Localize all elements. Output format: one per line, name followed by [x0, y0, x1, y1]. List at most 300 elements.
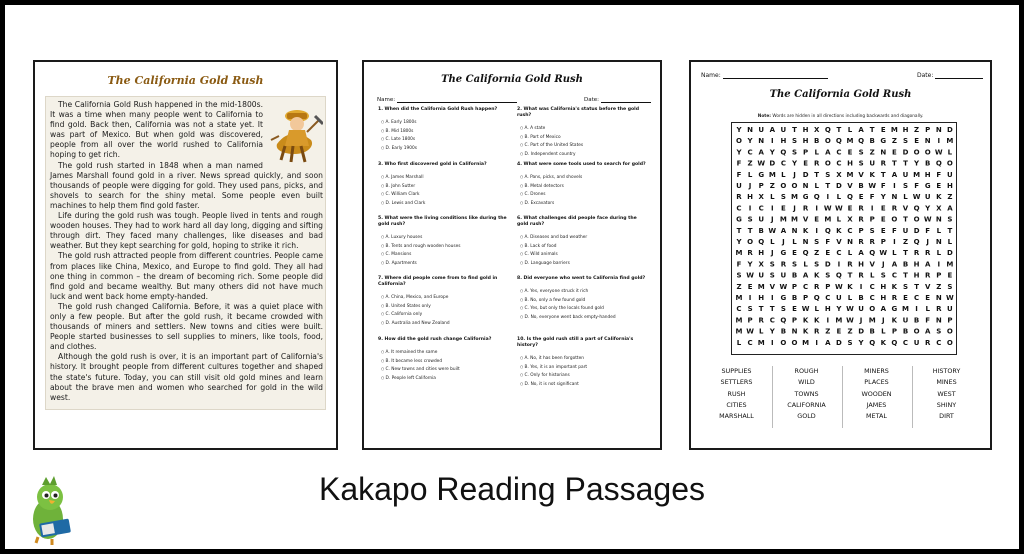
grid-letter[interactable]: M — [846, 170, 854, 179]
grid-letter[interactable]: D — [835, 338, 842, 347]
grid-letter[interactable]: K — [802, 226, 809, 235]
grid-letter[interactable]: E — [836, 327, 842, 336]
answer-option[interactable]: ○ B. Metal detectors — [520, 182, 649, 191]
answer-option[interactable]: ○ D. Australia and New Zealand — [381, 319, 510, 328]
answer-option[interactable]: ○ D. Early 1900s — [381, 144, 510, 153]
grid-letter[interactable]: Z — [914, 126, 920, 134]
grid-letter[interactable]: N — [847, 238, 853, 246]
grid-letter[interactable]: D — [824, 260, 831, 269]
grid-letter[interactable]: W — [923, 215, 932, 224]
grid-letter[interactable]: H — [847, 159, 853, 168]
answer-option[interactable]: ○ A. Diseases and bad weather — [520, 233, 649, 242]
grid-letter[interactable]: M — [735, 294, 743, 302]
grid-letter[interactable]: H — [946, 182, 953, 190]
grid-letter[interactable]: C — [747, 338, 753, 347]
grid-letter[interactable]: A — [924, 260, 931, 269]
grid-letter[interactable]: Z — [847, 327, 853, 336]
answer-option[interactable]: ○ C. Mansions — [381, 250, 510, 259]
grid-letter[interactable]: N — [880, 148, 887, 157]
grid-letter[interactable]: S — [902, 282, 909, 291]
grid-letter[interactable]: Q — [824, 126, 831, 134]
grid-letter[interactable]: P — [747, 316, 753, 325]
grid-letter[interactable]: C — [758, 204, 764, 213]
grid-letter[interactable]: J — [926, 238, 930, 246]
grid-letter[interactable]: B — [913, 316, 920, 325]
answer-option[interactable]: ○ B. United States only — [381, 302, 510, 311]
grid-letter[interactable]: U — [758, 271, 765, 280]
grid-letter[interactable]: C — [847, 226, 853, 235]
grid-letter[interactable]: S — [791, 260, 798, 269]
grid-letter[interactable]: Y — [880, 193, 886, 202]
grid-letter[interactable]: S — [747, 305, 753, 314]
grid-letter[interactable]: M — [890, 126, 898, 134]
grid-letter[interactable]: S — [736, 271, 742, 280]
grid-letter[interactable]: F — [880, 182, 886, 190]
grid-letter[interactable]: Y — [791, 159, 798, 168]
grid-letter[interactable]: N — [935, 126, 942, 134]
grid-letter[interactable]: V — [869, 260, 875, 269]
answer-option[interactable]: ○ B. No, only a few found gold — [520, 296, 649, 305]
grid-letter[interactable]: S — [858, 148, 864, 157]
grid-letter[interactable]: I — [859, 282, 863, 291]
grid-letter[interactable]: T — [903, 249, 908, 258]
grid-letter[interactable]: U — [902, 170, 909, 179]
grid-letter[interactable]: K — [847, 282, 853, 291]
answer-option[interactable]: ○ B. Mid 1800s — [381, 127, 510, 136]
grid-letter[interactable]: L — [936, 226, 942, 235]
grid-letter[interactable]: I — [937, 137, 941, 146]
grid-letter[interactable]: F — [736, 159, 742, 168]
grid-letter[interactable]: P — [791, 316, 798, 325]
grid-letter[interactable]: G — [924, 182, 931, 190]
answer-option[interactable]: ○ D. Apartments — [381, 259, 510, 268]
grid-letter[interactable]: Y — [747, 137, 753, 146]
grid-letter[interactable]: Q — [758, 238, 765, 246]
grid-letter[interactable]: T — [869, 126, 875, 134]
grid-letter[interactable]: G — [891, 305, 898, 314]
grid-letter[interactable]: W — [846, 305, 854, 314]
grid-letter[interactable]: I — [815, 204, 819, 213]
grid-letter[interactable]: X — [813, 126, 820, 134]
grid-letter[interactable]: L — [814, 148, 819, 157]
grid-letter[interactable]: A — [802, 271, 809, 280]
grid-letter[interactable]: R — [847, 260, 853, 269]
grid-letter[interactable]: Q — [813, 193, 820, 202]
grid-letter[interactable]: J — [782, 238, 785, 246]
grid-letter[interactable]: L — [869, 271, 875, 280]
grid-letter[interactable]: Q — [780, 316, 787, 325]
grid-letter[interactable]: A — [769, 126, 776, 134]
grid-letter[interactable]: R — [814, 159, 820, 168]
grid-letter[interactable]: E — [880, 204, 886, 213]
grid-letter[interactable]: M — [757, 282, 765, 291]
grid-letter[interactable]: J — [770, 215, 774, 224]
grid-letter[interactable]: N — [758, 137, 765, 146]
answer-option[interactable]: ○ C. Yes, but only the locals found gold — [520, 304, 649, 313]
grid-letter[interactable]: O — [924, 148, 931, 157]
grid-letter[interactable]: X — [836, 170, 842, 179]
grid-letter[interactable]: I — [915, 305, 918, 314]
grid-letter[interactable]: Q — [913, 238, 920, 246]
grid-letter[interactable]: K — [836, 226, 842, 235]
grid-letter[interactable]: Y — [747, 260, 753, 269]
grid-letter[interactable]: M — [846, 137, 854, 146]
grid-letter[interactable]: C — [869, 282, 875, 291]
grid-letter[interactable]: M — [946, 137, 954, 146]
grid-letter[interactable]: U — [758, 215, 765, 224]
grid-letter[interactable]: G — [802, 193, 809, 202]
grid-letter[interactable]: I — [837, 260, 841, 269]
grid-letter[interactable]: T — [758, 305, 764, 314]
grid-letter[interactable]: S — [902, 137, 909, 146]
grid-letter[interactable]: I — [770, 294, 774, 302]
grid-letter[interactable]: D — [902, 148, 909, 157]
grid-letter[interactable]: M — [757, 338, 765, 347]
grid-letter[interactable]: S — [936, 327, 942, 336]
grid-letter[interactable]: D — [946, 249, 953, 258]
grid-letter[interactable]: E — [880, 215, 886, 224]
grid-letter[interactable]: Y — [736, 238, 742, 246]
answer-option[interactable]: ○ C. Part of the United States — [520, 141, 649, 150]
grid-letter[interactable]: U — [924, 193, 931, 202]
grid-letter[interactable]: E — [847, 204, 853, 213]
grid-letter[interactable]: T — [736, 226, 742, 235]
grid-letter[interactable]: Z — [891, 137, 897, 146]
grid-letter[interactable]: E — [803, 159, 808, 168]
grid-letter[interactable]: E — [914, 137, 919, 146]
grid-letter[interactable]: B — [791, 271, 798, 280]
grid-letter[interactable]: E — [814, 215, 820, 224]
grid-letter[interactable]: E — [792, 249, 797, 258]
grid-letter[interactable]: G — [780, 294, 787, 302]
grid-letter[interactable]: J — [793, 170, 796, 179]
grid-letter[interactable]: W — [823, 204, 832, 213]
answer-option[interactable]: ○ D. Lewis and Clark — [381, 199, 510, 208]
answer-option[interactable]: ○ A. A state — [520, 124, 649, 133]
grid-letter[interactable]: Y — [925, 204, 931, 213]
grid-letter[interactable]: N — [791, 226, 798, 235]
grid-letter[interactable]: Y — [769, 148, 775, 157]
grid-letter[interactable]: L — [836, 215, 842, 224]
grid-letter[interactable]: T — [747, 226, 753, 235]
grid-letter[interactable]: M — [824, 215, 832, 224]
grid-letter[interactable]: U — [947, 305, 953, 314]
grid-letter[interactable]: I — [770, 137, 774, 146]
grid-letter[interactable]: W — [846, 316, 854, 325]
grid-letter[interactable]: D — [913, 226, 920, 235]
grid-letter[interactable]: A — [924, 327, 931, 336]
grid-letter[interactable]: I — [770, 338, 774, 347]
grid-letter[interactable]: L — [947, 148, 953, 157]
grid-letter[interactable]: B — [780, 327, 787, 336]
grid-letter[interactable]: S — [847, 338, 853, 347]
grid-letter[interactable]: R — [925, 249, 931, 258]
grid-letter[interactable]: G — [758, 170, 765, 179]
grid-letter[interactable]: V — [769, 282, 776, 291]
grid-letter[interactable]: V — [847, 182, 853, 190]
grid-letter[interactable]: M — [735, 327, 743, 336]
grid-letter[interactable]: O — [824, 159, 831, 168]
grid-letter[interactable]: S — [858, 159, 864, 168]
grid-letter[interactable]: C — [869, 294, 875, 302]
grid-letter[interactable]: J — [770, 249, 774, 258]
answer-option[interactable]: ○ D. Excavators — [520, 199, 649, 208]
grid-letter[interactable]: S — [814, 238, 820, 246]
grid-letter[interactable]: Z — [825, 327, 831, 336]
grid-letter[interactable]: Q — [858, 137, 865, 146]
answer-option[interactable]: ○ A. China, Mexico, and Europe — [381, 293, 510, 302]
grid-letter[interactable]: T — [769, 305, 775, 314]
grid-letter[interactable]: V — [836, 238, 842, 246]
grid-letter[interactable]: C — [747, 148, 753, 157]
grid-letter[interactable]: S — [814, 260, 820, 269]
grid-letter[interactable]: R — [858, 271, 864, 280]
grid-letter[interactable]: P — [858, 226, 864, 235]
grid-letter[interactable]: J — [748, 182, 752, 190]
grid-letter[interactable]: B — [758, 226, 764, 235]
grid-letter[interactable]: I — [748, 204, 752, 213]
grid-letter[interactable]: R — [858, 215, 864, 224]
grid-letter[interactable]: Q — [847, 193, 853, 202]
grid-letter[interactable]: F — [925, 316, 931, 325]
grid-letter[interactable]: L — [892, 249, 897, 258]
grid-letter[interactable]: Q — [935, 159, 942, 168]
grid-letter[interactable]: L — [747, 170, 753, 179]
grid-letter[interactable]: S — [791, 137, 798, 146]
grid-letter[interactable]: P — [803, 294, 809, 302]
grid-letter[interactable]: Z — [869, 148, 875, 157]
grid-letter[interactable]: M — [802, 338, 810, 347]
grid-letter[interactable]: C — [825, 294, 831, 302]
grid-letter[interactable]: Q — [802, 249, 809, 258]
grid-letter[interactable]: R — [913, 249, 920, 258]
grid-letter[interactable]: M — [779, 215, 787, 224]
grid-letter[interactable]: G — [780, 249, 787, 258]
grid-letter[interactable]: E — [936, 182, 942, 190]
grid-letter[interactable]: T — [903, 215, 908, 224]
grid-letter[interactable]: L — [903, 193, 908, 202]
grid-letter[interactable]: R — [814, 282, 820, 291]
grid-letter[interactable]: H — [747, 193, 754, 202]
answer-option[interactable]: ○ A. Pans, picks, and shovels — [520, 173, 649, 182]
grid-letter[interactable]: T — [914, 282, 919, 291]
grid-letter[interactable]: E — [747, 282, 753, 291]
grid-letter[interactable]: K — [891, 316, 898, 325]
grid-letter[interactable]: I — [893, 238, 896, 246]
grid-letter[interactable]: H — [858, 260, 865, 269]
grid-letter[interactable]: I — [826, 193, 830, 202]
grid-letter[interactable]: O — [946, 327, 953, 336]
grid-letter[interactable]: L — [803, 260, 808, 269]
grid-letter[interactable]: U — [869, 159, 876, 168]
grid-letter[interactable]: M — [835, 316, 843, 325]
grid-letter[interactable]: C — [836, 148, 842, 157]
grid-letter[interactable]: E — [858, 193, 864, 202]
grid-letter[interactable]: L — [936, 249, 942, 258]
grid-letter[interactable]: O — [791, 338, 798, 347]
grid-letter[interactable]: C — [803, 282, 809, 291]
grid-letter[interactable]: F — [869, 193, 875, 202]
grid-letter[interactable]: L — [847, 249, 853, 258]
grid-letter[interactable]: E — [925, 294, 931, 302]
grid-letter[interactable]: O — [913, 327, 920, 336]
grid-letter[interactable]: B — [791, 294, 798, 302]
grid-letter[interactable]: U — [902, 226, 909, 235]
grid-letter[interactable]: X — [758, 193, 764, 202]
grid-letter[interactable]: W — [757, 159, 766, 168]
grid-letter[interactable]: F — [925, 226, 931, 235]
grid-letter[interactable]: B — [869, 137, 875, 146]
grid-letter[interactable]: H — [758, 294, 765, 302]
grid-letter[interactable]: L — [925, 305, 930, 314]
grid-letter[interactable]: E — [792, 305, 797, 314]
grid-letter[interactable]: D — [802, 170, 809, 179]
grid-letter[interactable]: T — [836, 126, 842, 134]
answer-option[interactable]: ○ C. California only — [381, 310, 510, 319]
grid-letter[interactable]: C — [891, 271, 897, 280]
grid-letter[interactable]: R — [880, 159, 886, 168]
grid-letter[interactable]: C — [902, 338, 909, 347]
grid-letter[interactable]: W — [879, 249, 888, 258]
grid-letter[interactable]: U — [780, 126, 787, 134]
grid-letter[interactable]: W — [746, 271, 754, 280]
grid-letter[interactable]: S — [825, 170, 831, 179]
grid-letter[interactable]: P — [880, 238, 886, 246]
grid-letter[interactable]: R — [891, 294, 898, 302]
grid-letter[interactable]: N — [791, 327, 798, 336]
grid-letter[interactable]: U — [913, 338, 920, 347]
grid-letter[interactable]: L — [770, 193, 775, 202]
grid-letter[interactable]: C — [736, 204, 742, 213]
grid-letter[interactable]: L — [847, 294, 853, 302]
grid-letter[interactable]: C — [736, 305, 742, 314]
grid-letter[interactable]: C — [836, 159, 842, 168]
grid-letter[interactable]: P — [825, 282, 831, 291]
grid-letter[interactable]: O — [747, 238, 754, 246]
grid-letter[interactable]: Y — [836, 305, 842, 314]
grid-letter[interactable]: U — [736, 182, 742, 190]
grid-letter[interactable]: A — [947, 204, 953, 213]
grid-letter[interactable]: Y — [769, 327, 775, 336]
grid-letter[interactable]: Y — [858, 338, 864, 347]
grid-letter[interactable]: H — [902, 126, 909, 134]
answer-option[interactable]: ○ A. Luxury houses — [381, 233, 510, 242]
grid-letter[interactable]: E — [880, 226, 886, 235]
grid-letter[interactable]: R — [891, 204, 898, 213]
grid-letter[interactable]: X — [847, 215, 853, 224]
answer-option[interactable]: ○ A. James Marshall — [381, 173, 510, 182]
grid-letter[interactable]: A — [891, 170, 898, 179]
grid-letter[interactable]: P — [758, 182, 764, 190]
answer-option[interactable]: ○ B. It became less crowded — [381, 357, 510, 366]
grid-letter[interactable]: D — [835, 182, 842, 190]
grid-letter[interactable]: Q — [869, 249, 876, 258]
grid-letter[interactable]: D — [769, 159, 776, 168]
grid-letter[interactable]: A — [891, 260, 898, 269]
grid-letter[interactable]: R — [736, 193, 742, 202]
answer-option[interactable]: ○ A. It remained the same — [381, 348, 510, 357]
grid-letter[interactable]: Q — [835, 137, 842, 146]
grid-letter[interactable]: I — [815, 226, 819, 235]
grid-letter[interactable]: T — [892, 159, 897, 168]
answer-option[interactable]: ○ D. Language barriers — [520, 259, 649, 268]
grid-letter[interactable]: Z — [902, 238, 909, 246]
grid-letter[interactable]: I — [937, 260, 941, 269]
grid-letter[interactable]: H — [924, 170, 931, 179]
grid-letter[interactable]: O — [791, 182, 798, 190]
grid-letter[interactable]: S — [869, 226, 875, 235]
grid-letter[interactable]: S — [880, 271, 886, 280]
grid-letter[interactable]: S — [780, 305, 786, 314]
grid-letter[interactable]: O — [780, 182, 787, 190]
grid-letter[interactable]: B — [925, 159, 931, 168]
grid-letter[interactable]: L — [881, 327, 886, 336]
grid-letter[interactable]: H — [758, 249, 765, 258]
grid-letter[interactable]: N — [935, 316, 942, 325]
grid-letter[interactable]: H — [802, 137, 809, 146]
grid-letter[interactable]: E — [847, 148, 853, 157]
grid-letter[interactable]: Z — [769, 182, 775, 190]
grid-letter[interactable]: L — [770, 238, 775, 246]
grid-letter[interactable]: I — [870, 204, 874, 213]
grid-letter[interactable]: B — [858, 294, 864, 302]
grid-letter[interactable]: R — [758, 316, 764, 325]
grid-letter[interactable]: S — [825, 271, 831, 280]
grid-letter[interactable]: J — [881, 316, 885, 325]
grid-letter[interactable]: B — [902, 260, 909, 269]
grid-letter[interactable]: W — [801, 305, 810, 314]
grid-letter[interactable]: W — [946, 294, 954, 302]
grid-letter[interactable]: R — [814, 327, 820, 336]
grid-letter[interactable]: O — [946, 159, 953, 168]
grid-letter[interactable]: A — [780, 226, 787, 235]
grid-letter[interactable]: K — [891, 282, 898, 291]
grid-letter[interactable]: L — [736, 338, 742, 347]
grid-letter[interactable]: S — [947, 282, 953, 291]
grid-letter[interactable]: L — [947, 238, 953, 246]
grid-letter[interactable]: W — [835, 204, 843, 213]
grid-letter[interactable]: P — [891, 327, 897, 336]
answer-option[interactable]: ○ D. People left California — [381, 374, 510, 383]
grid-letter[interactable]: P — [936, 271, 942, 280]
grid-letter[interactable]: Q — [913, 204, 920, 213]
grid-letter[interactable]: I — [748, 294, 752, 302]
grid-letter[interactable]: H — [824, 305, 831, 314]
grid-letter[interactable]: R — [925, 271, 931, 280]
grid-letter[interactable]: G — [880, 137, 887, 146]
grid-letter[interactable]: T — [903, 159, 908, 168]
grid-letter[interactable]: I — [893, 182, 896, 190]
grid-letter[interactable]: Q — [869, 338, 876, 347]
grid-letter[interactable]: J — [859, 316, 863, 325]
grid-letter[interactable]: H — [802, 126, 809, 134]
answer-option[interactable]: ○ C. New towns and cities were built — [381, 365, 510, 374]
grid-letter[interactable]: B — [814, 137, 820, 146]
grid-letter[interactable]: O — [946, 338, 953, 347]
grid-letter[interactable]: P — [791, 282, 798, 291]
grid-letter[interactable]: T — [903, 271, 908, 280]
grid-letter[interactable]: Q — [780, 148, 787, 157]
answer-option[interactable]: ○ C. Wild animals — [520, 250, 649, 259]
grid-letter[interactable]: E — [825, 249, 831, 258]
answer-option[interactable]: ○ C. Only for historians — [520, 371, 649, 380]
grid-letter[interactable]: T — [947, 226, 953, 235]
answer-option[interactable]: ○ B. Lack of food — [520, 242, 649, 251]
grid-letter[interactable]: V — [858, 170, 864, 179]
grid-letter[interactable]: T — [825, 182, 831, 190]
grid-letter[interactable]: L — [847, 126, 853, 134]
answer-option[interactable]: ○ B. John Sutter — [381, 182, 510, 191]
